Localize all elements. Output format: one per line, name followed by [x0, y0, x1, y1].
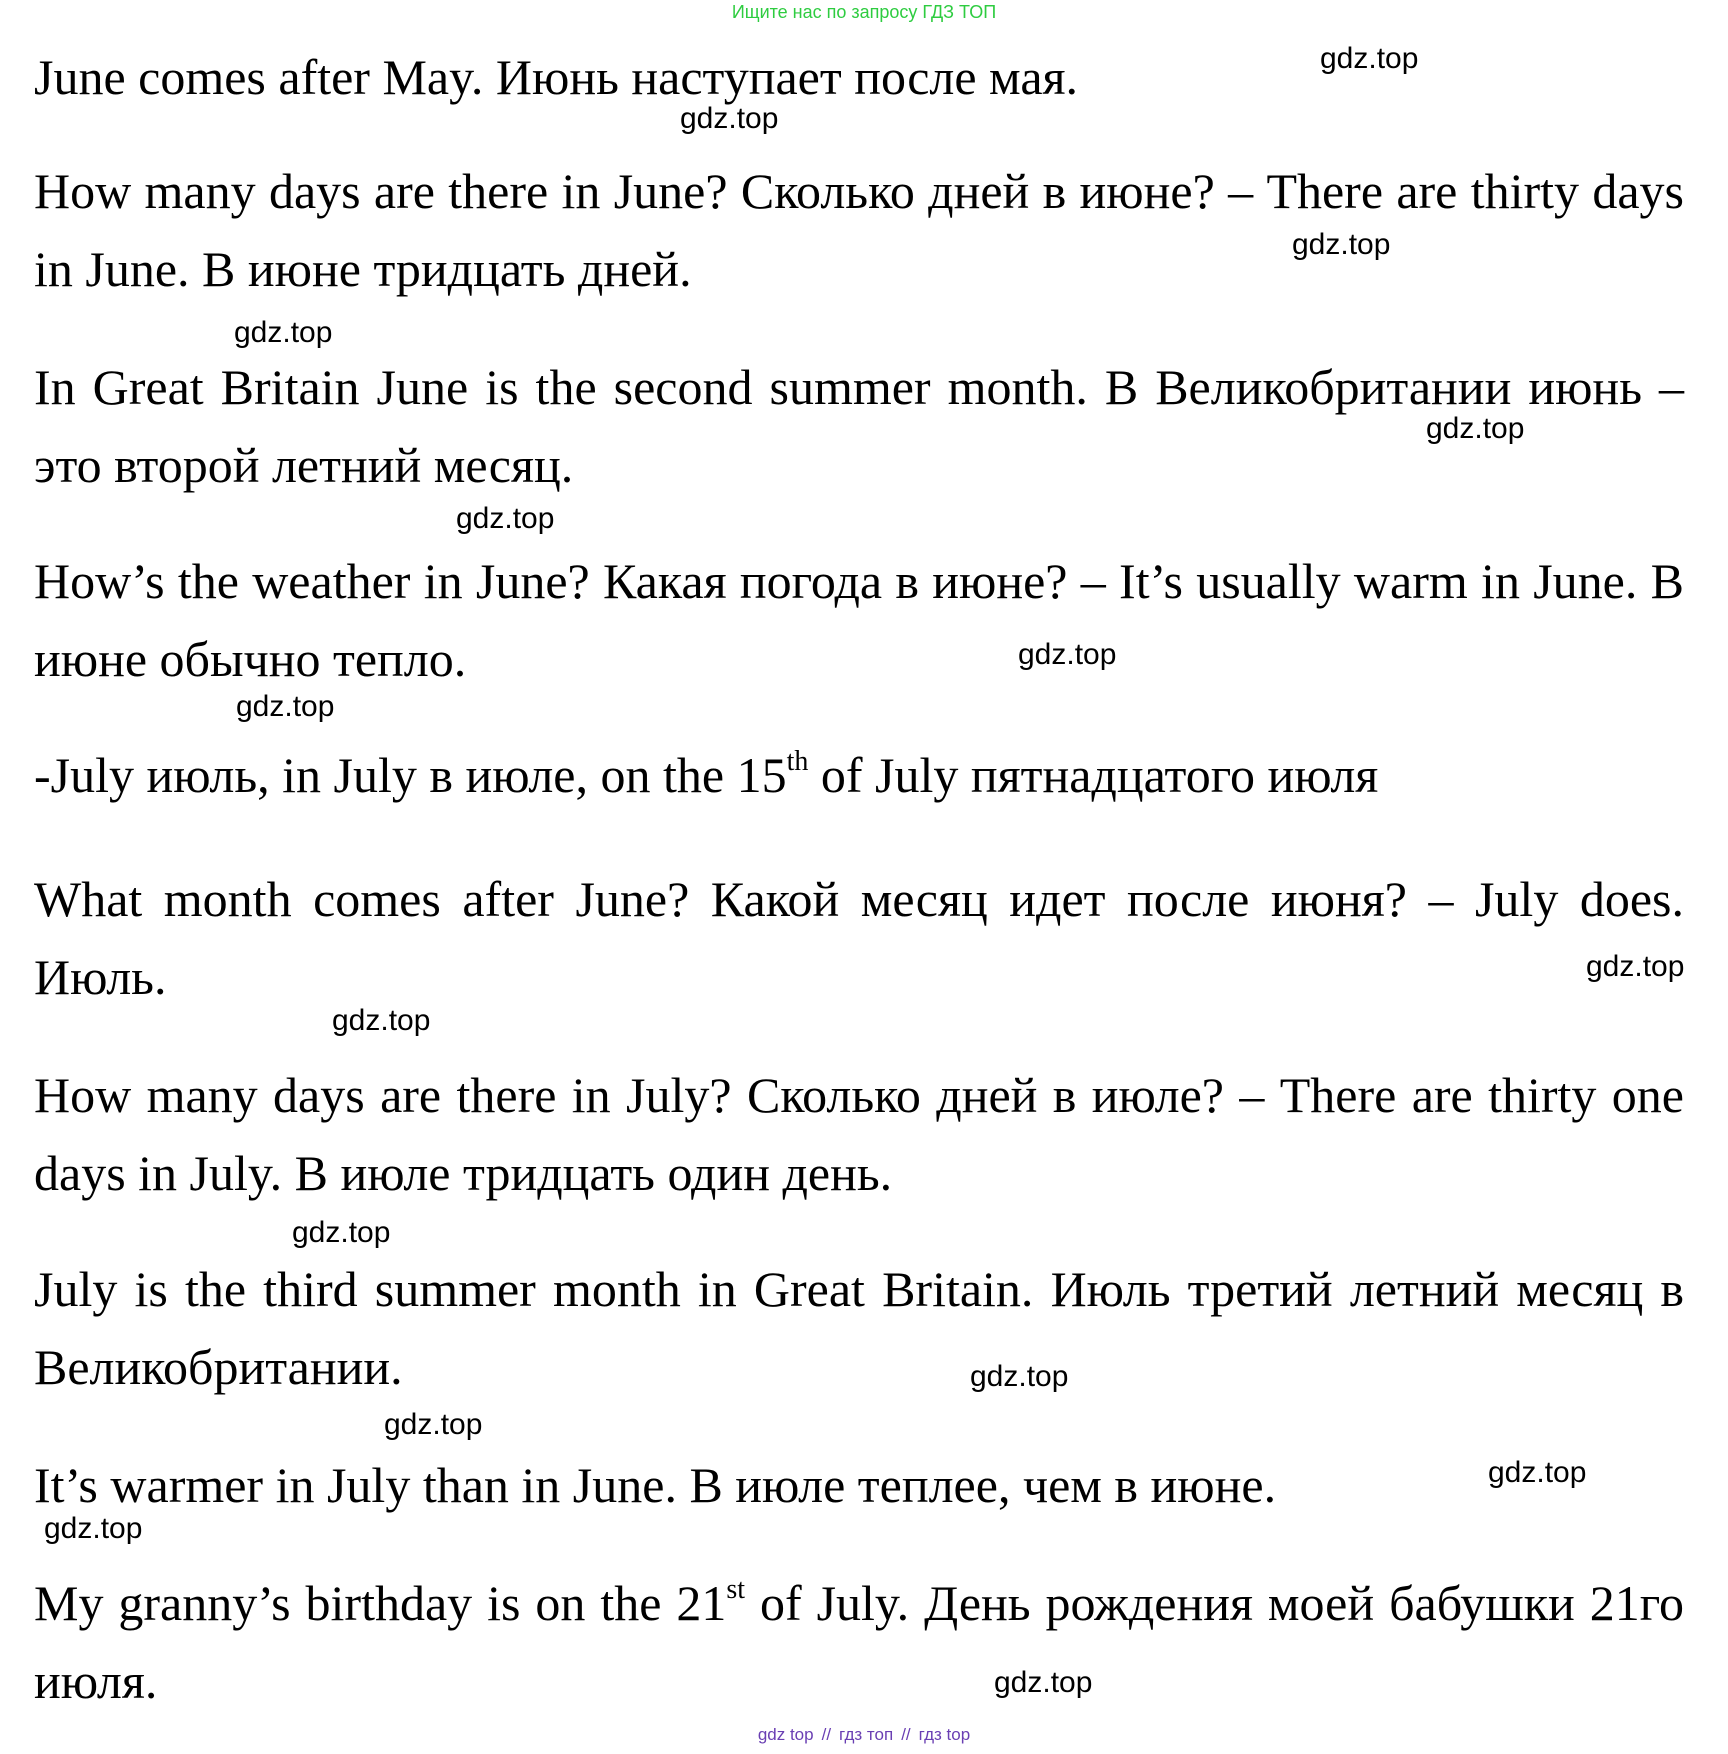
watermark: gdz.top — [44, 1512, 143, 1545]
watermark: gdz.top — [970, 1360, 1069, 1393]
paragraph-10 — [34, 1564, 1684, 1720]
paragraph-5-text-b: of July пятнадцатого июля — [808, 747, 1379, 803]
watermark: gdz.top — [1426, 412, 1525, 445]
watermark: gdz.top — [1018, 638, 1117, 671]
paragraph-2: How many days are there in June? Сколько дней в июне? – There are thirty days in June. В июне тридцать дней. — [34, 163, 1684, 297]
footer-separator: // — [901, 1725, 911, 1744]
watermark: gdz.top — [456, 502, 555, 535]
paragraph-5 — [34, 736, 1684, 814]
watermark: gdz.top — [680, 102, 779, 135]
watermark: gdz.top — [384, 1408, 483, 1441]
paragraph-8: July is the third summer month in Great Britain. Июль третий летний месяц в Великобритании. — [34, 1261, 1684, 1395]
paragraph-4: How’s the weather in June? Какая погода в июне? – It’s usually warm in June. В июне обычно тепло. — [34, 553, 1684, 687]
watermark: gdz.top — [292, 1216, 391, 1249]
watermark: gdz.top — [1488, 1456, 1587, 1489]
paragraph-1: June comes after May. Июнь наступает после мая. — [34, 49, 1079, 105]
footer-separator: // — [821, 1725, 832, 1744]
footer-part-3: гдз top — [918, 1725, 971, 1744]
paragraph-3: In Great Britain June is the second summer month. В Великобритании июнь – это второй летний месяц. — [34, 359, 1684, 493]
watermark: gdz.top — [332, 1004, 431, 1037]
footer-part-2: гдз топ — [839, 1725, 894, 1744]
paragraph-10-superscript: st — [726, 1574, 746, 1605]
paragraph-5-text-a: -July июль, in July в июле, on the 15 — [34, 747, 787, 803]
paragraph-5-superscript: th — [786, 746, 809, 777]
watermark: gdz.top — [1586, 950, 1685, 983]
paragraph-10-text-b: of July. День рождения моей бабушки 21го июля. — [34, 1575, 1684, 1709]
paragraph-7: How many days are there in July? Сколько дней в июле? – There are thirty one days in July. В июле тридцать один день. — [34, 1067, 1684, 1201]
watermark: gdz.top — [236, 690, 335, 723]
footer-watermark — [0, 1724, 1728, 1746]
watermark: gdz.top — [994, 1666, 1093, 1699]
paragraph-9: It’s warmer in July than in June. В июле теплее, чем в июне. — [34, 1457, 1277, 1513]
watermark: gdz.top — [1292, 228, 1391, 261]
watermark: gdz.top — [1320, 42, 1419, 75]
paragraph-10-text-a: My granny’s birthday is on the 21 — [34, 1575, 727, 1631]
watermark: gdz.top — [234, 316, 333, 349]
paragraph-6: What month comes after June? Какой месяц идет после июня? – July does. Июль. — [34, 871, 1684, 1005]
footer-part-1: gdz top — [757, 1725, 814, 1744]
top-banner: Ищите нас по запросу ГДЗ ТОП — [731, 2, 997, 22]
